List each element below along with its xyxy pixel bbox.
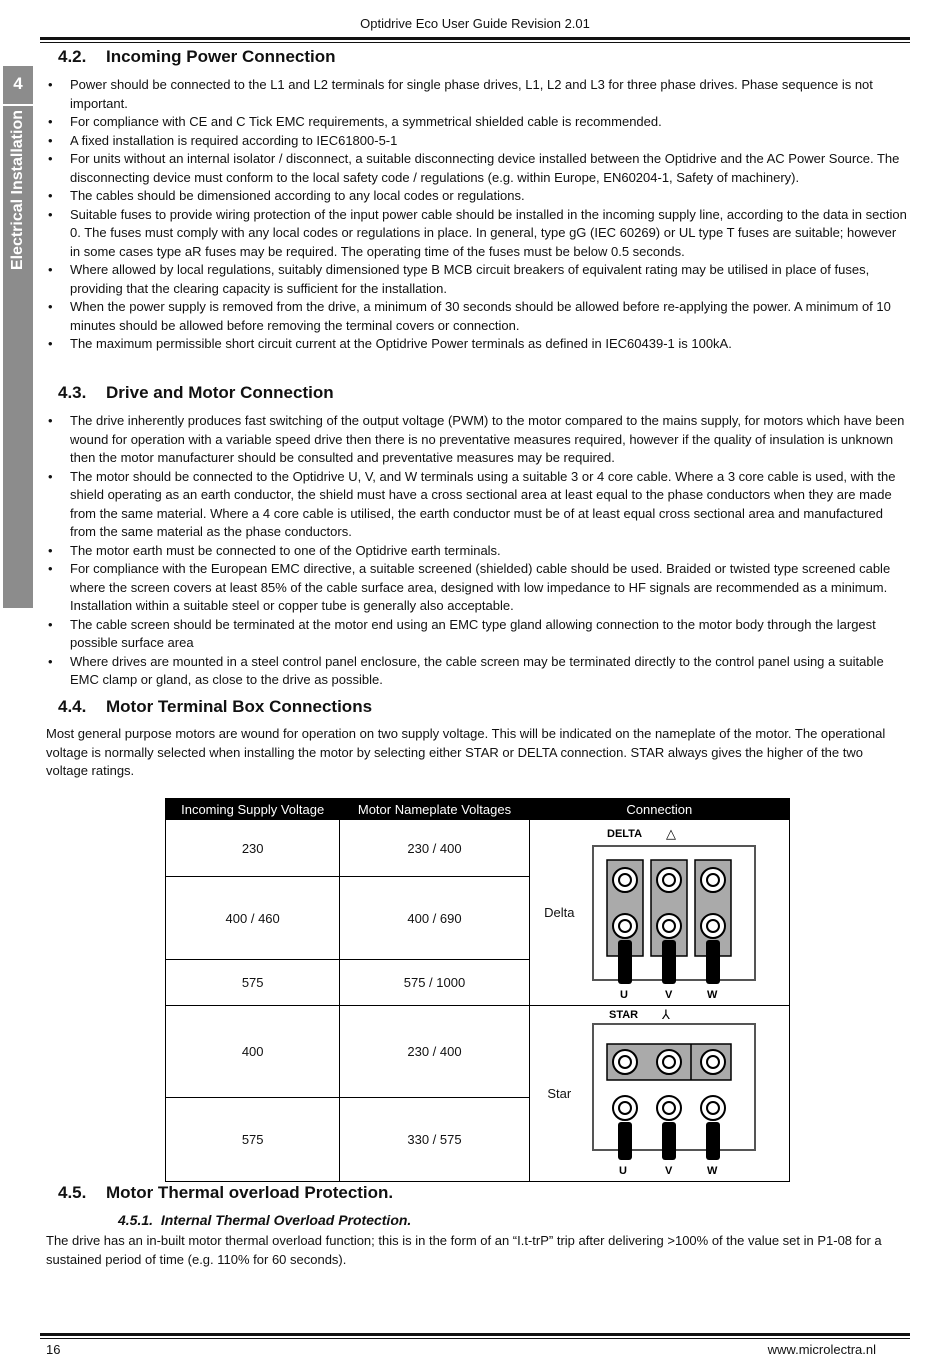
header-rule-thick	[40, 37, 910, 40]
terminal-label: U	[618, 1165, 627, 1177]
table-row	[166, 820, 790, 877]
list-item: • The drive inherently produces fast switching of the output voltage (PWM) to the motor compared to the mains supply, for motors which have been wound for operation with a variable speed drive then there is no preventative measures required, however if the quality of insulation is unknown then the motor manufacturer should be consulted and preventative measures may be required.	[46, 412, 908, 468]
list-item: • The motor earth must be connected to one of the Optidrive earth terminals.	[46, 542, 908, 561]
list-item: • A fixed installation is required according to IEC61800-5-1	[46, 132, 908, 151]
terminal-label: V	[664, 1165, 673, 1177]
table-cell: 230	[166, 820, 340, 877]
table-cell: 575	[166, 1098, 340, 1182]
page-number: 16	[46, 1342, 61, 1357]
delta-symbol-icon: △	[665, 827, 676, 842]
table-cell: 230 / 400	[340, 820, 529, 877]
list-item: • Where allowed by local regulations, suitably dimensioned type B MCB circuit breakers of equivalent rating may be utilised in place of fuses, providing that the clearing capacity is sufficient for the installation.	[46, 261, 908, 298]
section-heading-4-4: 4.4. Motor Terminal Box Connections	[58, 697, 373, 716]
list-item: • Power should be connected to the L1 and L2 terminals for single phase drives, L1, L2 and L3 for three phase drives. Phase sequence is not important.	[46, 76, 908, 113]
table-cell: 230 / 400	[340, 1006, 529, 1098]
delta-diagram-cell	[589, 820, 790, 1006]
bullet-list-4-2	[46, 76, 908, 354]
star-diagram-cell	[589, 1006, 790, 1182]
list-item: • The cables should be dimensioned according to any local codes or regulations.	[46, 187, 908, 206]
terminal-label: U	[619, 989, 628, 1001]
section-heading-4-2: 4.2. Incoming Power Connection	[58, 47, 336, 66]
list-item: • Suitable fuses to provide wiring protection of the input power cable should be installed in the incoming supply line, according to the data in section 0. The fuses must comply with any local codes or regulations in place. In general, type gG (IEC 60269) or UL type T fuses are suitable; however in some cases type aR fuses may be required. The operating time of the fuses must be below 0.5 seconds.	[46, 206, 908, 262]
list-item: • The motor should be connected to the Optidrive U, V, and W terminals using a suitable 3 or 4 core cable. Where a 3 core cable is used, with the shield operating as an earth conductor, the shield must have a cross sectional area at least equal to the phase conductors when they are made from the same material. Where a 4 core cable is utilised, the earth conductor must be of at least equal cross sectional area and manufactured from the same material as the phase conductors.	[46, 468, 908, 542]
section-heading-4-5: 4.5. Motor Thermal overload Protection.	[58, 1183, 394, 1202]
connection-label-delta: Delta	[529, 820, 589, 1006]
paragraph-4-5-1: The drive has an in-built motor thermal overload function; this is in the form of an “I.t-trP” trip after delivering >100% of the value set in P1-08 for a sustained period of time (e.g. 110% for 60 seconds).	[46, 1233, 882, 1267]
table-row	[166, 1006, 790, 1098]
delta-connection-diagram	[589, 820, 789, 1002]
table-cell: 400 / 690	[340, 877, 529, 959]
connection-label-star: Star	[529, 1006, 589, 1182]
column-header: Incoming Supply Voltage	[166, 799, 340, 820]
diagram-title: DELTA	[606, 828, 643, 840]
section-heading-4-3: 4.3. Drive and Motor Connection	[58, 383, 334, 402]
diagram-title: STAR	[608, 1009, 639, 1021]
header-title: Optidrive Eco User Guide Revision 2.01	[360, 16, 590, 31]
list-item: • For compliance with the European EMC directive, a suitable screened (shielded) cable should be used. Braided or twisted type screened cable where the screen covers at least 85% of the cable surface area, designed with low impedance to HF signals are recommended as a minimum. Installation within a suitable steel or copper tube is generally also acceptable.	[46, 560, 908, 616]
table-cell: 400 / 460	[166, 877, 340, 959]
list-item: • The maximum permissible short circuit current at the Optidrive Power terminals as defined in IEC60439-1 is 100kA.	[46, 335, 908, 354]
star-connection-diagram	[589, 1006, 789, 1178]
list-item: • For compliance with CE and C Tick EMC requirements, a symmetrical shielded cable is recommended.	[46, 113, 908, 132]
list-item: • The cable screen should be terminated at the motor end using an EMC type gland allowing connection to the motor body through the largest possible surface area	[46, 616, 908, 653]
terminal-label: V	[664, 989, 673, 1001]
table-cell: 575	[166, 959, 340, 1005]
footer-url: www.microlectra.nl	[767, 1342, 876, 1357]
list-item: • When the power supply is removed from the drive, a minimum of 30 seconds should be allowed before re-applying the power. A minimum of 10 minutes should be allowed before removing the terminal covers or connection.	[46, 298, 908, 335]
table-cell: 400	[166, 1006, 340, 1098]
chapter-number: 4	[3, 66, 33, 102]
column-header: Connection	[529, 799, 789, 820]
chapter-label: Electrical Installation	[9, 110, 26, 271]
table-cell: 330 / 575	[340, 1098, 529, 1182]
subsection-heading-4-5-1: 4.5.1. Internal Thermal Overload Protection.	[118, 1212, 412, 1228]
list-item: • Where drives are mounted in a steel control panel enclosure, the cable screen may be terminated directly to the control panel using a suitable EMC clamp or gland, as close to the drive as possible.	[46, 653, 908, 690]
terminal-label: W	[706, 989, 718, 1001]
table-cell: 575 / 1000	[340, 959, 529, 1005]
paragraph-4-4: Most general purpose motors are wound for operation on two supply voltage. This will be indicated on the nameplate of the motor. The operational voltage is normally selected when installing the motor by selecting either STAR or DELTA connection. STAR always gives the higher of the two voltage ratings.	[46, 726, 886, 778]
footer-rule-thin	[40, 1338, 910, 1339]
terminal-label: W	[706, 1165, 718, 1177]
star-symbol-icon: ⅄	[661, 1008, 670, 1023]
connection-table	[165, 798, 790, 1182]
table-header-row	[166, 799, 790, 820]
footer-rule-thick	[40, 1333, 910, 1336]
side-tab-divider	[3, 104, 33, 106]
list-item: • For units without an internal isolator / disconnect, a suitable disconnecting device installed between the Optidrive and the AC Power Source. The disconnecting device must conform to the local safety code / regulations (e.g. within Europe, EN60204-1, Safety of machinery).	[46, 150, 908, 187]
column-header: Motor Nameplate Voltages	[340, 799, 529, 820]
bullet-list-4-3	[46, 412, 908, 690]
header-rule-thin	[40, 42, 910, 43]
